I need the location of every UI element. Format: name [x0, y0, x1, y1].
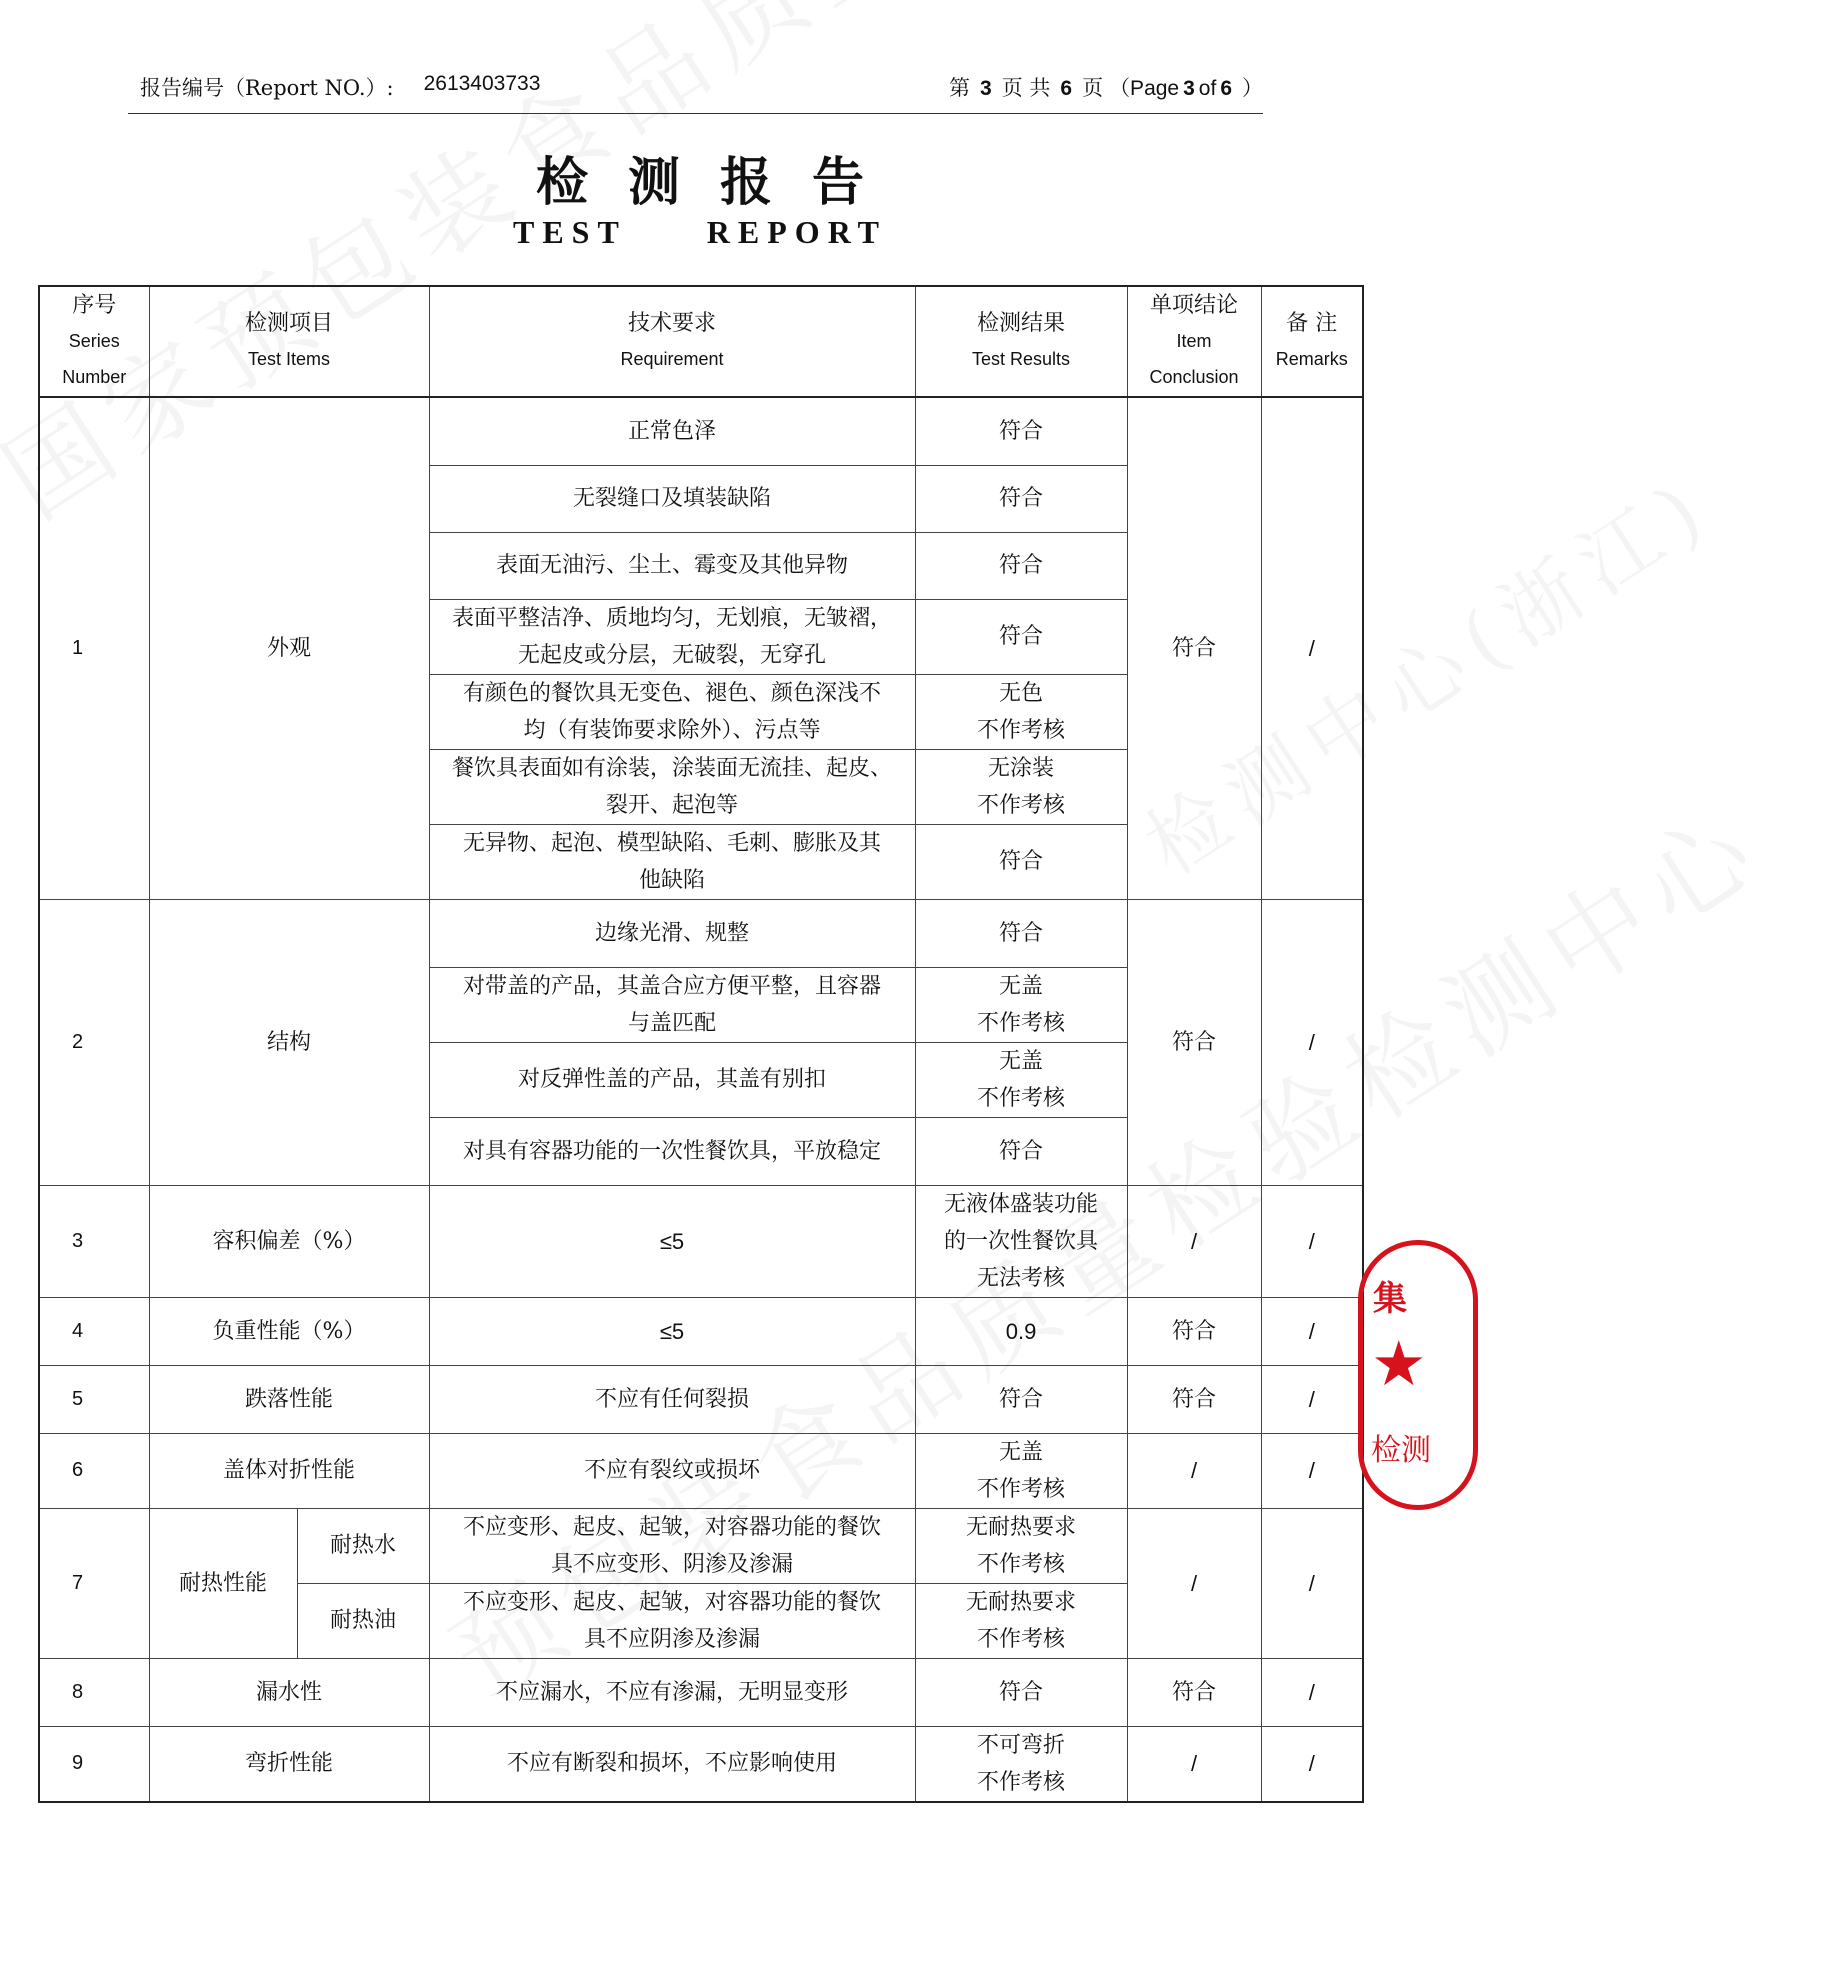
page-label-en: ）	[1242, 77, 1263, 100]
requirement: 不应变形、起皮、起皱，对容器功能的餐饮 具不应变形、阴渗及渗漏	[429, 1508, 915, 1583]
stamp-text: 集	[1373, 1279, 1407, 1319]
serial-number: 5	[39, 1365, 149, 1433]
report-title-en	[0, 214, 1400, 251]
page-label: 第	[949, 76, 970, 100]
header-remarks: 备 注 Remarks	[1261, 286, 1363, 397]
serial-number: 6	[39, 1433, 149, 1508]
item-conclusion: 符合	[1127, 397, 1261, 899]
serial-number: 2	[39, 899, 149, 1185]
table-row	[39, 1726, 1363, 1802]
test-result: 无盖 不作考核	[915, 1042, 1127, 1117]
test-result: 符合	[915, 824, 1127, 899]
remarks: /	[1261, 1185, 1363, 1297]
report-number-value: 2613403733	[423, 72, 541, 95]
header-divider	[128, 113, 1263, 114]
test-result: 无盖 不作考核	[915, 967, 1127, 1042]
serial-number: 1	[39, 397, 149, 899]
test-item: 耐热性能	[149, 1508, 297, 1658]
page-total-en: 6	[1220, 77, 1232, 100]
test-item: 负重性能（%）	[149, 1297, 429, 1365]
requirement: ≤5	[429, 1297, 915, 1365]
test-result: 符合	[915, 397, 1127, 465]
test-result: 符合	[915, 532, 1127, 599]
requirement: 有颜色的餐饮具无变色、褪色、颜色深浅不 均（有装饰要求除外）、污点等	[429, 674, 915, 749]
item-conclusion: /	[1127, 1185, 1261, 1297]
test-item: 跌落性能	[149, 1365, 429, 1433]
requirement: 对带盖的产品，其盖合应方便平整，且容器 与盖匹配	[429, 967, 915, 1042]
page-label-en: of	[1198, 77, 1217, 100]
test-item: 盖体对折性能	[149, 1433, 429, 1508]
test-result: 无盖 不作考核	[915, 1433, 1127, 1508]
header-requirement: 技术要求 Requirement	[429, 286, 915, 397]
report-title: 检测报告	[535, 152, 904, 213]
remarks: /	[1261, 899, 1363, 1185]
requirement: 对具有容器功能的一次性餐饮具，平放稳定	[429, 1117, 915, 1185]
official-stamp	[1358, 1240, 1478, 1510]
remarks: /	[1261, 397, 1363, 899]
table-row	[39, 397, 1363, 465]
item-conclusion: /	[1127, 1726, 1261, 1802]
remarks: /	[1261, 1726, 1363, 1802]
requirement: 无异物、起泡、模型缺陷、毛刺、膨胀及其 他缺陷	[429, 824, 915, 899]
serial-number: 3	[39, 1185, 149, 1297]
requirement: 不应漏水，不应有渗漏，无明显变形	[429, 1658, 915, 1726]
item-conclusion: /	[1127, 1433, 1261, 1508]
report-header	[128, 64, 1263, 114]
requirement: 不应有裂纹或损坏	[429, 1433, 915, 1508]
item-conclusion: 符合	[1127, 899, 1261, 1185]
table-row	[39, 1297, 1363, 1365]
requirement: 正常色泽	[429, 397, 915, 465]
test-result: 符合	[915, 1117, 1127, 1185]
requirement: 餐饮具表面如有涂装，涂装面无流挂、起皮、 裂开、起泡等	[429, 749, 915, 824]
page-total: 6	[1060, 77, 1073, 100]
remarks: /	[1261, 1297, 1363, 1365]
page-number: 3	[980, 77, 992, 100]
table-row	[39, 1508, 1363, 1583]
serial-number: 9	[39, 1726, 149, 1802]
report-number	[140, 72, 540, 102]
test-result: 符合	[915, 465, 1127, 532]
item-conclusion: 符合	[1127, 1658, 1261, 1726]
requirement: 不应有断裂和损坏，不应影响使用	[429, 1726, 915, 1802]
requirement: 无裂缝口及填装缺陷	[429, 465, 915, 532]
requirement: 不应有任何裂损	[429, 1365, 915, 1433]
test-sub-item: 耐热油	[297, 1583, 429, 1658]
test-result: 无耐热要求 不作考核	[915, 1508, 1127, 1583]
test-result: 0.9	[915, 1297, 1127, 1365]
item-conclusion: /	[1127, 1508, 1261, 1658]
table-row	[39, 1365, 1363, 1433]
requirement: 不应变形、起皮、起皱，对容器功能的餐饮 具不应阴渗及渗漏	[429, 1583, 915, 1658]
requirement: 表面无油污、尘土、霉变及其他异物	[429, 532, 915, 599]
serial-number: 7	[39, 1508, 149, 1658]
test-item: 外观	[149, 397, 429, 899]
page-label: 页 共	[1001, 76, 1051, 100]
table-row	[39, 1658, 1363, 1726]
table-row	[39, 1185, 1363, 1297]
test-item: 容积偏差（%）	[149, 1185, 429, 1297]
table-row	[39, 1433, 1363, 1508]
page-number-en: 3	[1183, 77, 1195, 100]
report-number-label: 报告编号（Report NO.）:	[140, 76, 394, 100]
test-results-table	[38, 285, 1364, 1803]
header-item-conclusion: 单项结论 Item Conclusion	[1127, 286, 1261, 397]
remarks: /	[1261, 1433, 1363, 1508]
report-title-en-word: REPORT	[706, 214, 888, 250]
requirement: 表面平整洁净、质地均匀，无划痕，无皱褶， 无起皮或分层，无破裂，无穿孔	[429, 599, 915, 674]
remarks: /	[1261, 1365, 1363, 1433]
page-label: 页	[1082, 76, 1104, 100]
requirement: ≤5	[429, 1185, 915, 1297]
page-label-en: （Page	[1109, 77, 1180, 100]
header-serial: 序号 Series Number	[39, 286, 149, 397]
test-item: 结构	[149, 899, 429, 1185]
remarks: /	[1261, 1508, 1363, 1658]
table-header-row	[39, 286, 1363, 397]
test-result: 符合	[915, 599, 1127, 674]
test-result: 符合	[915, 899, 1127, 967]
test-result: 符合	[915, 1365, 1127, 1433]
page-indicator	[949, 72, 1263, 102]
report-title-en-word: TEST	[512, 214, 627, 250]
serial-number: 8	[39, 1658, 149, 1726]
test-result: 无耐热要求 不作考核	[915, 1583, 1127, 1658]
test-sub-item: 耐热水	[297, 1508, 429, 1583]
header-test-results: 检测结果 Test Results	[915, 286, 1127, 397]
requirement: 边缘光滑、规整	[429, 899, 915, 967]
star-icon: ★	[1371, 1327, 1427, 1400]
test-item: 漏水性	[149, 1658, 429, 1726]
stamp-text: 检测	[1371, 1433, 1431, 1468]
table-row	[39, 899, 1363, 967]
test-result: 符合	[915, 1658, 1127, 1726]
test-result: 无涂装 不作考核	[915, 749, 1127, 824]
test-result: 无色 不作考核	[915, 674, 1127, 749]
serial-number: 4	[39, 1297, 149, 1365]
header-test-items: 检测项目 Test Items	[149, 286, 429, 397]
remarks: /	[1261, 1658, 1363, 1726]
item-conclusion: 符合	[1127, 1365, 1261, 1433]
requirement: 对反弹性盖的产品，其盖有别扣	[429, 1042, 915, 1117]
item-conclusion: 符合	[1127, 1297, 1261, 1365]
test-item: 弯折性能	[149, 1726, 429, 1802]
test-result: 无液体盛装功能 的一次性餐饮具 无法考核	[915, 1185, 1127, 1297]
test-result: 不可弯折 不作考核	[915, 1726, 1127, 1802]
